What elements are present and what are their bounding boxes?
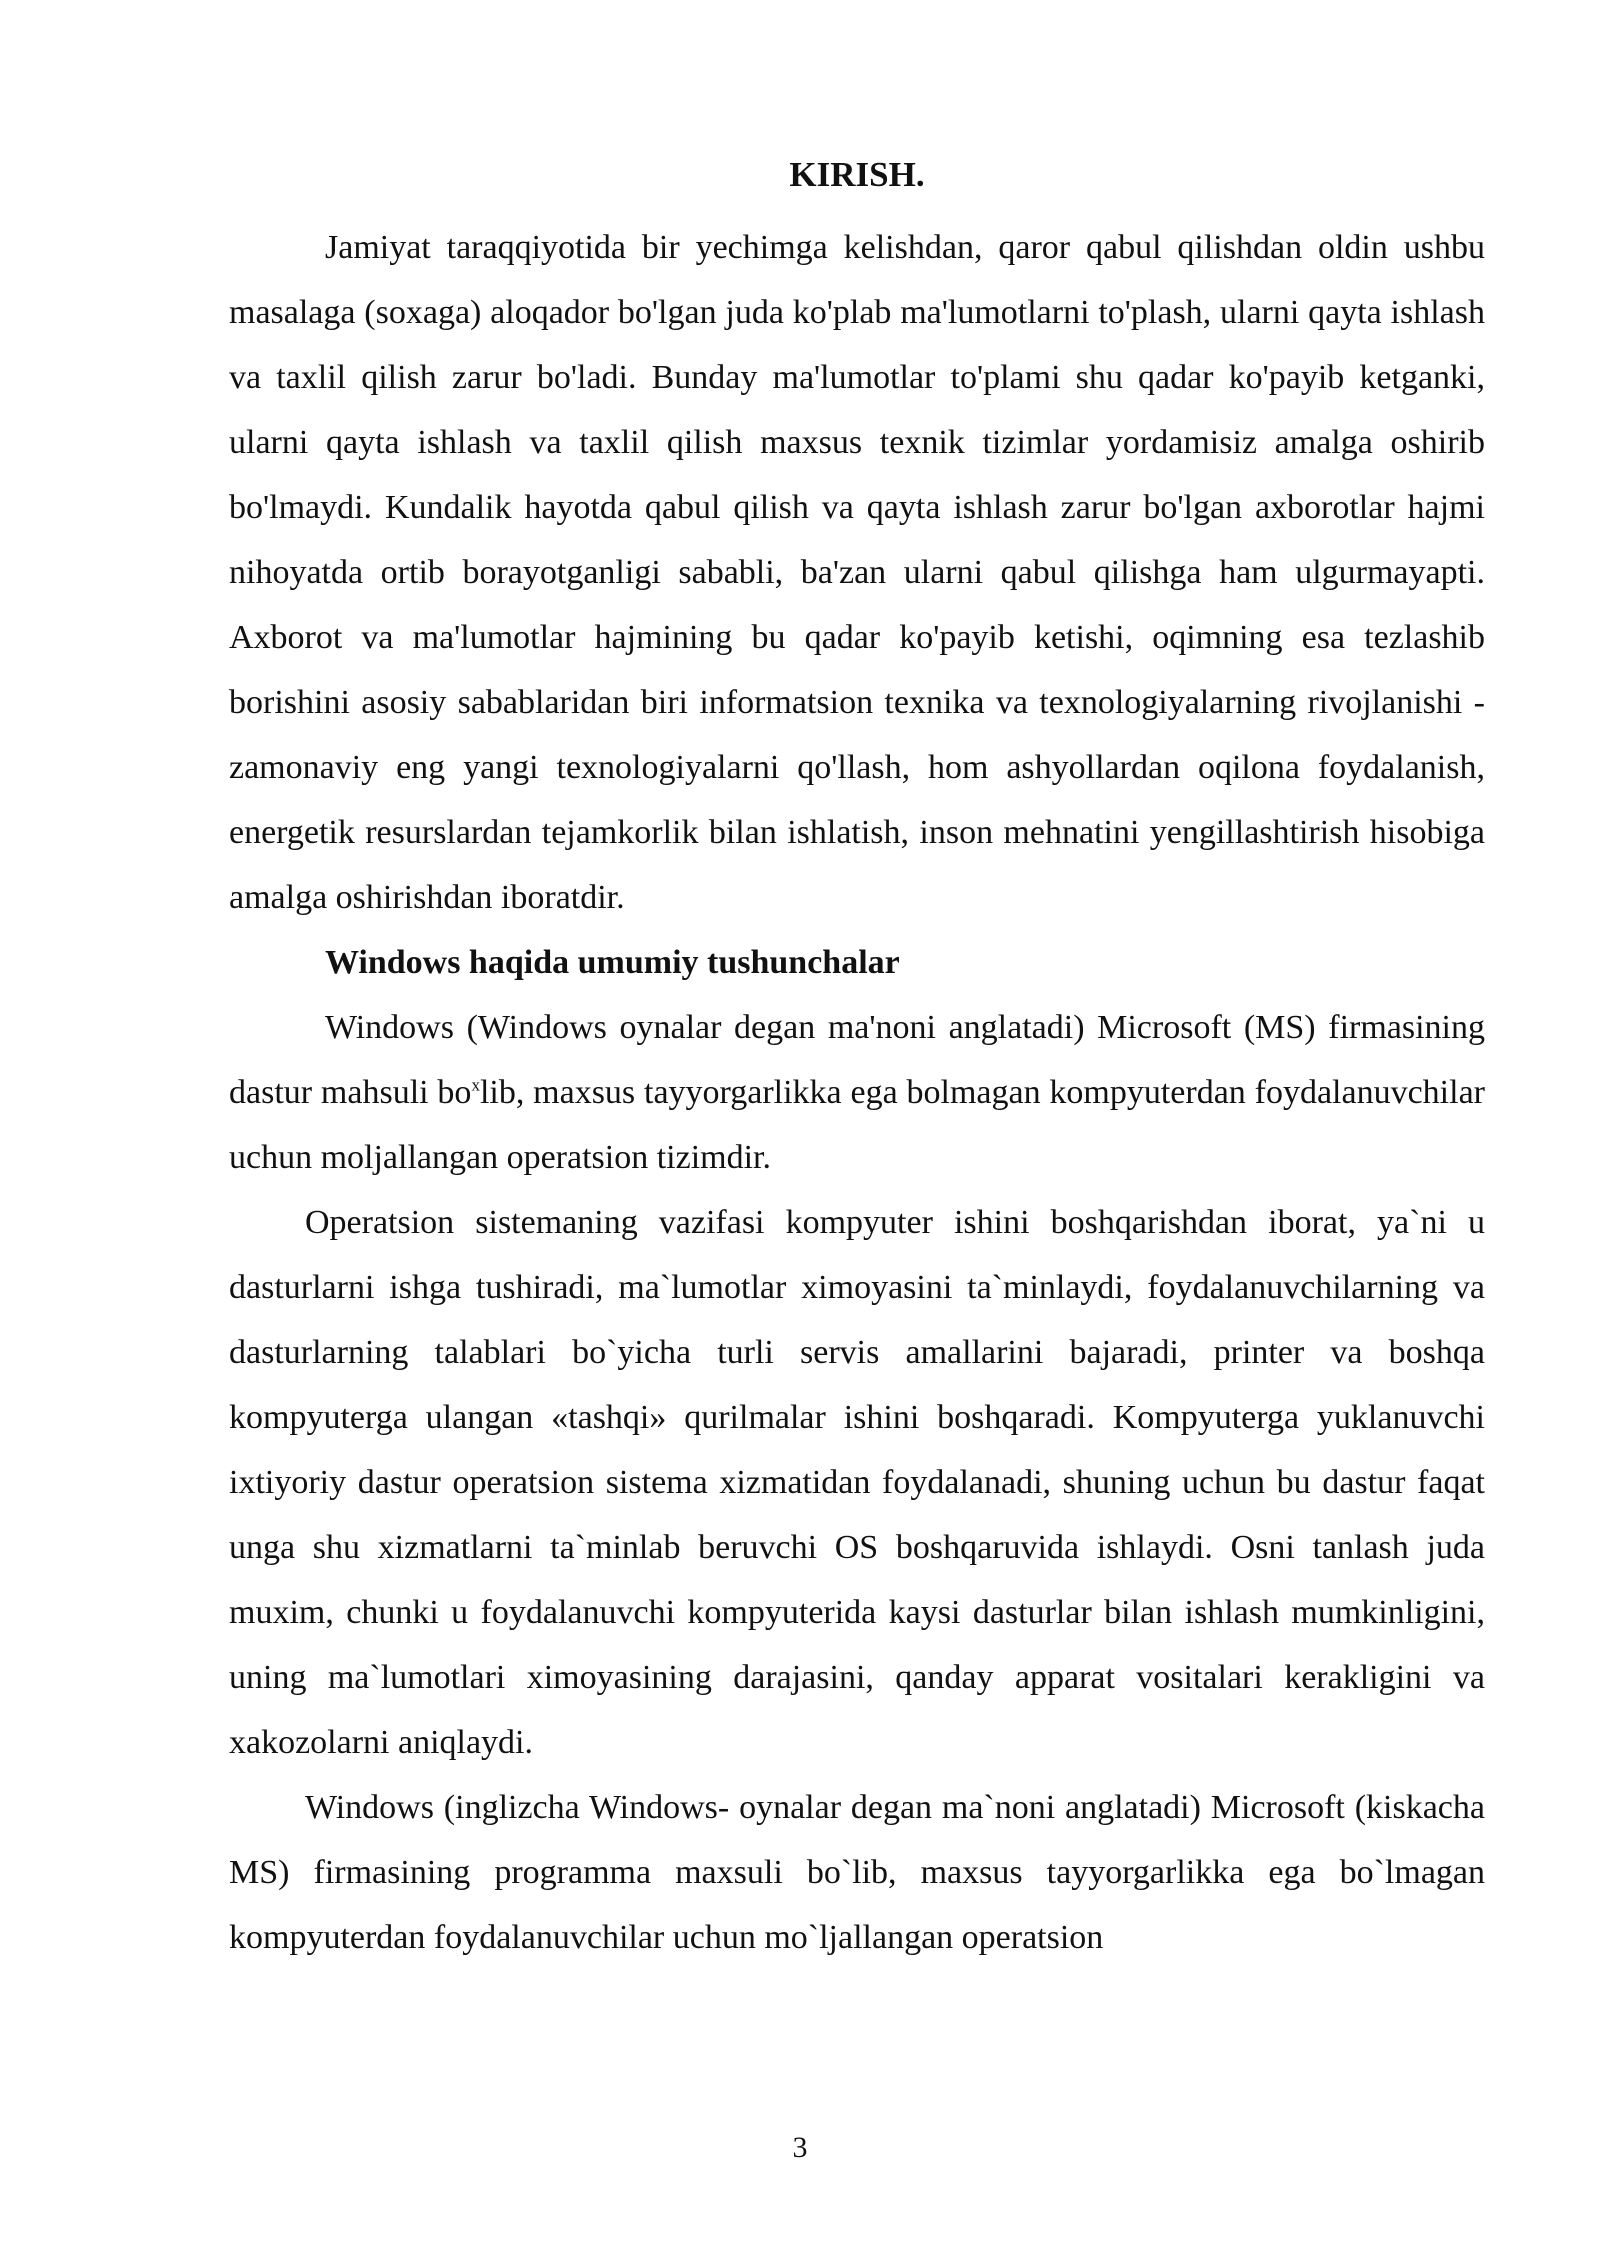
paragraph-windows-english: Windows (inglizcha Windows- oynalar degan ma`noni anglatadi) Microsoft (kiskacha MS) firmasining programma maxsuli bo`lib, maxsus tayyorgarlikka ega bo`lmagan kompyuterdan foydalanuvchilar uchun mo`ljallangan operatsion [229, 1789, 1485, 1956]
paragraph-windows-definition-text-end: lib, maxsus tayyorgarlikka ega bolmagan kompyuterdan foydalanuvchilar uchun moljallangan operatsion tizimdir. [229, 1074, 1485, 1176]
page-title: KIRISH. [789, 155, 925, 194]
paragraph-windows-definition-text-start: Windows (Windows oynalar degan ma'noni anglatadi) Microsoft (MS) firmasining dastur mahsuli bo [229, 1009, 1485, 1111]
page-number: 3 [792, 2131, 808, 2164]
paragraph-windows-definition [229, 995, 1485, 1190]
superscript-mark: x [471, 1075, 480, 1095]
document-page [229, 150, 1485, 1970]
section-heading: Windows haqida umumiy tushunchalar [325, 944, 900, 981]
paragraph-intro: Jamiyat taraqqiyotida bir yechimga kelishdan, qaror qabul qilishdan oldin ushbu masalaga (soxaga) aloqador bo'lgan juda ko'plab ma'lumotlarni to'plash, ularni qayta ishlash va taxlil qilish zarur bo'ladi. Bunday ma'lumotlar to'plami shu qadar ko'payib ketganki, ularni qayta ishlash va taxlil qilish maxsus texnik tizimlar yordamisiz amalga oshirib bo'lmaydi. Kundalik hayotda qabul qilish va qayta ishlash zarur bo'lgan axborotlar hajmi nihoyatda ortib borayotganligi sababli, ba'zan ularni qabul qilishga ham ulgurmayapti. Axborot va ma'lumotlar hajmining bu qadar ko'payib ketishi, oqimning esa tezlashib borishini asosiy sabablaridan biri informatsion texnika va texnologiyalarning rivojlanishi - zamonaviy eng yangi texnologiyalarni qo'llash, hom ashyollardan oqilona foydalanish, energetik resurslardan tejamkorlik bilan ishlatish, inson mehnatini yengillashtirish hisobiga amalga oshirishdan iboratdir. [229, 229, 1485, 916]
paragraph-os-tasks: Operatsion sistemaning vazifasi kompyuter ishini boshqarishdan iborat, ya`ni u dasturlarni ishga tushiradi, ma`lumotlar ximoyasini ta`minlaydi, foydalanuvchilarning va dasturlarning talablari bo`yicha turli servis amallarini bajaradi, printer va boshqa kompyuterga ulangan «tashqi» qurilmalar ishini boshqaradi. Kompyuterga yuklanuvchi ixtiyoriy dastur operatsion sistema xizmatidan foydalanadi, shuning uchun bu dastur faqat unga shu xizmatlarni ta`minlab beruvchi OS boshqaruvida ishlaydi. Osni tanlash juda muxim, chunki u foydalanuvchi kompyuterida kaysi dasturlar bilan ishlash mumkinligini, uning ma`lumotlari ximoyasining darajasini, qanday apparat vositalari kerakligini va xakozolarni aniqlaydi. [229, 1204, 1485, 1761]
